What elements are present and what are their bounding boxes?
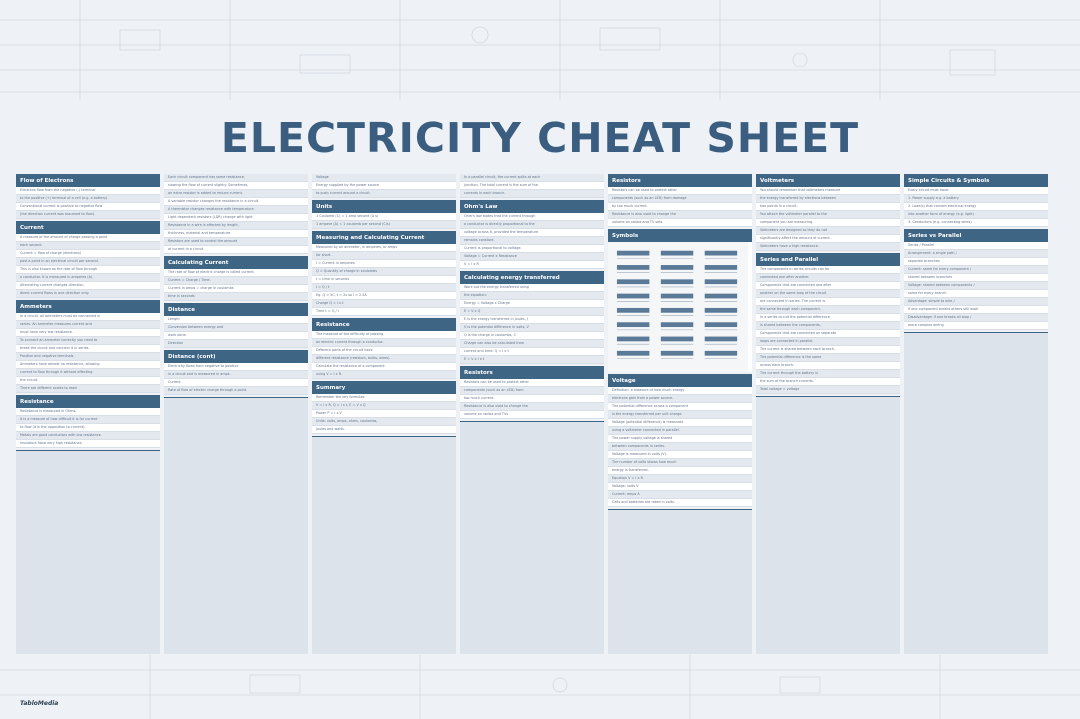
section-line: The rate of flow of electric charge is called current. [164, 269, 308, 277]
section-line: Resistance is also used to change the [460, 403, 604, 411]
section-line: 1. Power supply e.g. a battery [904, 195, 1048, 203]
section-line: Resistors can be used to protect other [608, 187, 752, 195]
section [608, 174, 752, 227]
section-line: a conductor is directly proportional to the [460, 221, 604, 229]
section-line: too much current. [460, 395, 604, 403]
section-line: I = Q / t [312, 284, 456, 292]
section-line: Current = Charge / Time. [164, 277, 308, 285]
section-line: the sum of the branch currents. [756, 378, 900, 386]
section-line: Each circuit component has some resistance, [164, 174, 308, 182]
section-line: The number of volts shows how much [608, 459, 752, 467]
section-line: must have very low resistance. [16, 329, 160, 337]
section-line: Definition: a measure of how much energy [608, 387, 752, 395]
section [16, 221, 160, 298]
column-footer [904, 332, 1048, 654]
section-line: junction. The total current is the sum of the [460, 182, 604, 190]
section-line: Q is the charge in coulombs, C [460, 332, 604, 340]
section-header: Symbols [608, 229, 752, 242]
section-line: Rate of flow of electric charge through a point. [164, 387, 308, 395]
section-line: Current: amps A [608, 491, 752, 499]
section-header: Voltmeters [756, 174, 900, 187]
section-line: Metals are good conductors with low resistance. [16, 432, 160, 440]
circuit-symbol-icon [617, 251, 649, 256]
section-line: V = I x R [460, 261, 604, 269]
section-line: separate branches [904, 258, 1048, 266]
section-line: Positive and negative terminals. [16, 353, 160, 361]
section-line: Charge Q = I x t [312, 300, 456, 308]
section [312, 200, 456, 229]
section-line: joules and watts. [312, 426, 456, 434]
section-line: Advantage: simple to wire / [904, 298, 1048, 306]
section-line: using V = I x R. [312, 371, 456, 379]
section-line: the same through each component. [756, 306, 900, 314]
section-line: is the energy transferred per unit charge. [608, 411, 752, 419]
circuit-symbol-icon [617, 308, 649, 313]
section [164, 350, 308, 395]
section-line: Current: same for every component / [904, 266, 1048, 274]
section-header: Series and Parallel [756, 253, 900, 266]
section-line: connected one after another. [756, 274, 900, 282]
section-line: The current is shared between each branch. [756, 346, 900, 354]
section [904, 229, 1048, 330]
circuit-symbol-icon [705, 265, 737, 270]
section-line: an extra resistor is added to reduce current. [164, 190, 308, 198]
section-line: 1 ampere (A) = 1 coulomb per second (C/s) [312, 221, 456, 229]
section-line: volume on radios and TVs. [460, 411, 604, 419]
section-line: using a voltmeter connected in parallel. [608, 427, 752, 435]
column-2 [164, 174, 308, 654]
section-header: Distance (cont) [164, 350, 308, 363]
section-line: Calculate the resistance of a component [312, 363, 456, 371]
section-line: shared between branches [904, 274, 1048, 282]
section-line: V is the potential difference in volts, V [460, 324, 604, 332]
section [608, 229, 752, 372]
circuit-symbol-icon [661, 322, 693, 327]
section-line: across each branch. [756, 362, 900, 370]
section-line: thickness, material and temperature. [164, 230, 308, 238]
section [312, 174, 456, 198]
circuit-symbol-icon [661, 351, 693, 356]
section-header: Calculating Current [164, 256, 308, 269]
section-header: Simple Circuits & Symbols [904, 174, 1048, 187]
section-line: between components in series. [608, 443, 752, 451]
section-line: the energy transferred by electrons between [756, 195, 900, 203]
circuit-symbol-icon [705, 322, 737, 327]
section [312, 318, 456, 379]
section-line: Charge can also be calculated from [460, 340, 604, 348]
section [460, 174, 604, 198]
section-line: Ammeters have almost no resistance, allowing [16, 361, 160, 369]
section [608, 374, 752, 507]
circuit-symbol-icon [617, 337, 649, 342]
section-line: Voltage: shared between components / [904, 282, 1048, 290]
section-line: are connected in series. The current is [756, 298, 900, 306]
section-line: To connect an ammeter correctly you need to [16, 337, 160, 345]
section-line: to the positive (+) terminal of a cell (e.g. a battery). [16, 195, 160, 203]
section-header: Measuring and Calculating Current [312, 231, 456, 244]
section-line: Direction [164, 340, 308, 348]
section-line: (the direction current was assumed to flow). [16, 211, 160, 219]
section-line: each second. [16, 242, 160, 250]
section-line: in a circuit and is measured in amps. [164, 371, 308, 379]
section-line: of current in a circuit. [164, 246, 308, 254]
section-header: Series vs Parallel [904, 229, 1048, 242]
column-6 [756, 174, 900, 654]
section-line: A measure of the amount of charge passing a point [16, 234, 160, 242]
section [756, 174, 900, 251]
brand-logo: TabloMedia [20, 700, 59, 707]
section-line: Different parts of the circuit have [312, 347, 456, 355]
section-header: Calculating energy transferred [460, 271, 604, 284]
section-line: more complex wiring [904, 322, 1048, 330]
column-3 [312, 174, 456, 654]
section-line: components (such as an LED) from [460, 387, 604, 395]
section-line: 1 Coulomb (C) = 1 amp second (A s) [312, 213, 456, 221]
section-line: Work out the energy transferred using [460, 284, 604, 292]
section-line: Current [164, 379, 308, 387]
section-line: Conversion between energy and [164, 324, 308, 332]
section [16, 300, 160, 393]
section-line: Conventional current is positive to negative flow [16, 203, 160, 211]
section-line: Voltage (potential difference) is measured [608, 419, 752, 427]
section-header: Ohm's Law [460, 200, 604, 213]
section-header: Resistors [608, 174, 752, 187]
circuit-symbol-icon [661, 337, 693, 342]
section-line: is shared between the components. [756, 322, 900, 330]
section-line: Ohm's law states that the current through [460, 213, 604, 221]
section-line: by too much current. [608, 203, 752, 211]
section-line: Voltage = Current x Resistance [460, 253, 604, 261]
section-line: component you are measuring. [756, 219, 900, 227]
section-line: for short. [312, 252, 456, 260]
column-footer [164, 397, 308, 654]
section-line: The measure of the difficulty of passing [312, 331, 456, 339]
section-header: Voltage [608, 374, 752, 387]
section-line: Alternating current changes direction, [16, 282, 160, 290]
section [460, 366, 604, 419]
section [312, 231, 456, 316]
section-line: This is also known as the rate of flow through [16, 266, 160, 274]
section-line: the circuit. [16, 377, 160, 385]
section-line: into another form of energy (e.g. light) [904, 211, 1048, 219]
section-line: a conductor. It is measured in amperes (A). [16, 274, 160, 282]
circuit-symbol-icon [705, 351, 737, 356]
section-line: remains constant. [460, 237, 604, 245]
circuit-symbol-icon [661, 308, 693, 313]
section [460, 271, 604, 364]
column-footer [460, 421, 604, 654]
section-line: E = V x Q [460, 308, 604, 316]
section-header: Distance [164, 303, 308, 316]
section-line: Voltage is measured in volts (V). [608, 451, 752, 459]
section-line: The current through the battery is [756, 370, 900, 378]
column-footer [16, 450, 160, 654]
circuit-background-bottom [0, 655, 1080, 719]
section-line: The potential difference is the same [756, 354, 900, 362]
section-line: The power supply voltage is shared [608, 435, 752, 443]
section-line: Resistance in a wire is affected by length, [164, 222, 308, 230]
section-line: A thermistor changes resistance with temperature. [164, 206, 308, 214]
section-line: Eg. Q = 5C, t = 2s so I = 2.5A [312, 292, 456, 300]
column-7 [904, 174, 1048, 654]
section-line: Energy = Voltage x Charge [460, 300, 604, 308]
section-line: Current = flow of charge (electrons) [16, 250, 160, 258]
section-line: Time t = Q / I [312, 308, 456, 316]
section-line: Electrons flow from the negative (-) terminal [16, 187, 160, 195]
section-line: V = I x R, Q = I x t, E = V x Q [312, 402, 456, 410]
circuit-symbol-icon [661, 294, 693, 299]
section-header: Flow of Electrons [16, 174, 160, 187]
section-line: work done. [164, 332, 308, 340]
circuit-symbol-icon [661, 279, 693, 284]
cheat-sheet-columns [16, 174, 1068, 654]
section-line: A variable resistor changes the resistance in a circuit. [164, 198, 308, 206]
section [164, 256, 308, 301]
section-header: Summary [312, 381, 456, 394]
section-line: current and time: Q = I x t [460, 348, 604, 356]
section-line: Components that are connected on separate [756, 330, 900, 338]
circuit-symbol-icon [661, 265, 693, 270]
circuit-symbols-diagram [608, 242, 748, 372]
section-line: The components in series circuits can be [756, 266, 900, 274]
column-footer [312, 436, 456, 654]
circuit-background-top [0, 0, 1080, 100]
section-line: Resistance is measured in Ohms. [16, 408, 160, 416]
section-line: There are different scales to read. [16, 385, 160, 393]
section-line: Equation V = I x R [608, 475, 752, 483]
section-line: E is the energy transferred in joules, J [460, 316, 604, 324]
section-line: past a point in an electrical circuit per second. [16, 258, 160, 266]
circuit-symbol-icon [617, 351, 649, 356]
section-line: slowing the flow of current slightly. Sometimes, [164, 182, 308, 190]
section-line: Current is proportional to voltage. [460, 245, 604, 253]
section-line: Resistors are used to control the amount [164, 238, 308, 246]
section-line: Energy supplied by the power source [312, 182, 456, 190]
column-footer [608, 509, 752, 654]
circuit-symbol-icon [617, 279, 649, 284]
section-line: to flow (it is the opposition to current). [16, 424, 160, 432]
section-line: Series / Parallel [904, 242, 1048, 250]
section-line: Electricity flows from negative to positive [164, 363, 308, 371]
circuit-symbol-icon [705, 308, 737, 313]
circuit-symbol-icon [617, 322, 649, 327]
circuit-symbol-icon [705, 251, 737, 256]
section-line: an electric current through a conductor. [312, 339, 456, 347]
section-line: two points in a circuit. [756, 203, 900, 211]
section-line: Voltmeters have a high resistance. [756, 243, 900, 251]
circuit-symbol-icon [705, 294, 737, 299]
circuit-symbol-icon [617, 265, 649, 270]
section-header: Resistance [16, 395, 160, 408]
section-line: volume on radios and TV sets. [608, 219, 752, 227]
section-line: Voltage [312, 174, 456, 182]
section-line: Components that are connected one after [756, 282, 900, 290]
section-line: same for every branch [904, 290, 1048, 298]
section-line: electrons gain from a power source. [608, 395, 752, 403]
section-header: Resistance [312, 318, 456, 331]
section-line: Remember the key formulas: [312, 394, 456, 402]
section [904, 174, 1048, 227]
column-5 [608, 174, 752, 654]
section-line: Light dependent resistors (LDR) change with light. [164, 214, 308, 222]
section-line: Disadvantage: if one breaks all stop / [904, 314, 1048, 322]
section-line: if one component breaks others still work [904, 306, 1048, 314]
section-line: E = V x I x t [460, 356, 604, 364]
section-line: 2. Load(s) that convert electrical energy [904, 203, 1048, 211]
section [164, 174, 308, 254]
section-line: loops are connected in parallel. [756, 338, 900, 346]
section-line: Current in amps = charge in coulombs [164, 285, 308, 293]
section-line: Resistors can be used to protect other [460, 379, 604, 387]
section-line: I = Current in amperes [312, 260, 456, 268]
section-line: current to flow through it without affecting [16, 369, 160, 377]
section-line: Measured by an ammeter, in amperes, or amps [312, 244, 456, 252]
section-header: Ammeters [16, 300, 160, 313]
section-line: Length [164, 316, 308, 324]
circuit-symbol-icon [661, 251, 693, 256]
section-line: You should remember that voltmeters measure [756, 187, 900, 195]
section-line: Total voltage = voltage [756, 386, 900, 394]
column-1 [16, 174, 160, 654]
section [460, 200, 604, 269]
section-line: energy is transferred. [608, 467, 752, 475]
section-line: Voltage: volts V [608, 483, 752, 491]
circuit-symbol-icon [617, 294, 649, 299]
section-line: t = time in seconds [312, 276, 456, 284]
section [16, 174, 160, 219]
section [16, 395, 160, 448]
section-line: the equation: [460, 292, 604, 300]
section-header: Units [312, 200, 456, 213]
section-line: another on the same loop of the circuit [756, 290, 900, 298]
circuit-symbol-icon [705, 279, 737, 284]
section-line: Power P = I x V [312, 410, 456, 418]
section-line: Resistance is also used to change the [608, 211, 752, 219]
section-header: Current [16, 221, 160, 234]
section-line: Every circuit must have: [904, 187, 1048, 195]
section-line: series. An ammeter measures current and [16, 321, 160, 329]
section-line: currents in each branch. [460, 190, 604, 198]
circuit-symbol-icon [705, 337, 737, 342]
section-line: Arrangement: a single path / [904, 250, 1048, 258]
section-line: time in seconds [164, 293, 308, 301]
section [164, 303, 308, 348]
section-line: You attach the voltmeter parallel to the [756, 211, 900, 219]
section [756, 253, 900, 394]
section-line: Insulators have very high resistance. [16, 440, 160, 448]
section-header: Resistors [460, 366, 604, 379]
section-line: components (such as an LED) from damage [608, 195, 752, 203]
section-line: In a circuit, all ammeters must be connected in [16, 313, 160, 321]
section-line: It is a measure of how difficult it is for current [16, 416, 160, 424]
section [312, 381, 456, 434]
section-line: significantly affect the amount of current. [756, 235, 900, 243]
section-line: break the circuit and connect it in series. [16, 345, 160, 353]
section-line: direct current flows in one direction only. [16, 290, 160, 298]
section-line: Q = Quantity of charge in coulombs [312, 268, 456, 276]
section-line: different resistance (resistors, bulbs, wires). [312, 355, 456, 363]
column-footer [756, 396, 900, 654]
section-line: to push current around a circuit. [312, 190, 456, 198]
section-line: Voltmeters are designed so they do not [756, 227, 900, 235]
column-4 [460, 174, 604, 654]
page-title: ELECTRICITY CHEAT SHEET [220, 114, 860, 162]
section-line: Cells and batteries are rated in volts. [608, 499, 752, 507]
section-line: In a series circuit the potential difference [756, 314, 900, 322]
section-line: voltage across it, provided the temperature [460, 229, 604, 237]
section-line: 3. Conductors (e.g. connecting wires) [904, 219, 1048, 227]
section-line: The potential difference across a component [608, 403, 752, 411]
section-line: In a parallel circuit, the current splits at each [460, 174, 604, 182]
section-line: Units: volts, amps, ohms, coulombs, [312, 418, 456, 426]
